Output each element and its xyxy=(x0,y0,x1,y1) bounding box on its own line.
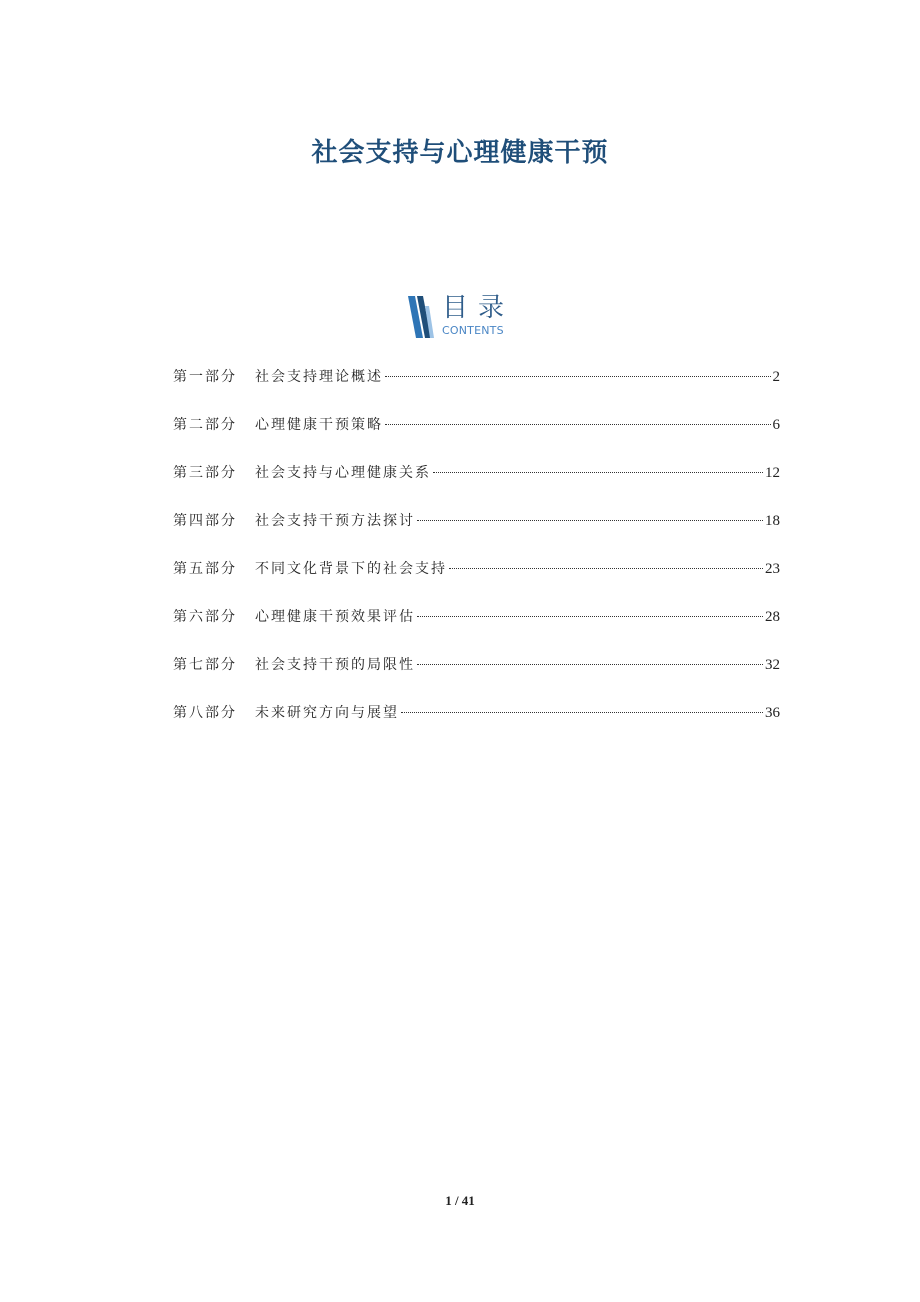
toc-part-label: 第八部分 xyxy=(173,705,237,721)
toc-section-name: 社会支持干预的局限性 xyxy=(255,657,415,673)
toc-part-label: 第七部分 xyxy=(173,657,237,673)
toc-item-part-2[interactable] xyxy=(173,414,780,462)
toc-dot-leader xyxy=(385,424,771,425)
page-indicator: 1 / 41 xyxy=(445,1193,475,1208)
toc-section-name: 社会支持理论概述 xyxy=(255,369,383,385)
toc-section-name: 未来研究方向与展望 xyxy=(255,705,399,721)
table-of-contents xyxy=(173,366,780,750)
toc-page-number: 18 xyxy=(765,513,780,529)
toc-page-number: 36 xyxy=(765,705,780,721)
toc-dot-leader xyxy=(417,664,763,665)
toc-page-number: 28 xyxy=(765,609,780,625)
toc-item-part-7[interactable] xyxy=(173,654,780,702)
toc-part-label: 第二部分 xyxy=(173,417,237,433)
toc-section-name: 心理健康干预策略 xyxy=(255,417,383,433)
toc-part-label: 第一部分 xyxy=(173,369,237,385)
toc-header xyxy=(408,294,548,340)
toc-item-part-3[interactable] xyxy=(173,462,780,510)
toc-part-label: 第五部分 xyxy=(173,561,237,577)
toc-dot-leader xyxy=(417,616,763,617)
toc-item-part-5[interactable] xyxy=(173,558,780,606)
toc-section-name: 社会支持干预方法探讨 xyxy=(255,513,415,529)
toc-part-label: 第六部分 xyxy=(173,609,237,625)
toc-page-number: 2 xyxy=(772,369,780,385)
toc-page-number: 6 xyxy=(772,417,780,433)
toc-page-number: 12 xyxy=(765,465,780,481)
toc-item-part-6[interactable] xyxy=(173,606,780,654)
toc-dot-leader xyxy=(385,376,771,377)
document-title: 社会支持与心理健康干预 xyxy=(311,138,609,169)
toc-section-name: 心理健康干预效果评估 xyxy=(255,609,415,625)
toc-dot-leader xyxy=(417,520,763,521)
toc-item-part-1[interactable] xyxy=(173,366,780,414)
toc-item-part-4[interactable] xyxy=(173,510,780,558)
book-spine-logo-icon xyxy=(408,296,434,338)
toc-page-number: 23 xyxy=(765,561,780,577)
toc-dot-leader xyxy=(433,472,763,473)
toc-part-label: 第三部分 xyxy=(173,465,237,481)
toc-page-number: 32 xyxy=(765,657,780,673)
toc-section-name: 不同文化背景下的社会支持 xyxy=(255,561,447,577)
toc-dot-leader xyxy=(401,712,763,713)
toc-subheading: CONTENTS xyxy=(442,324,504,337)
toc-heading: 目录 xyxy=(442,293,515,323)
toc-dot-leader xyxy=(449,568,763,569)
toc-part-label: 第四部分 xyxy=(173,513,237,529)
toc-section-name: 社会支持与心理健康关系 xyxy=(255,465,431,481)
toc-item-part-8[interactable] xyxy=(173,702,780,750)
